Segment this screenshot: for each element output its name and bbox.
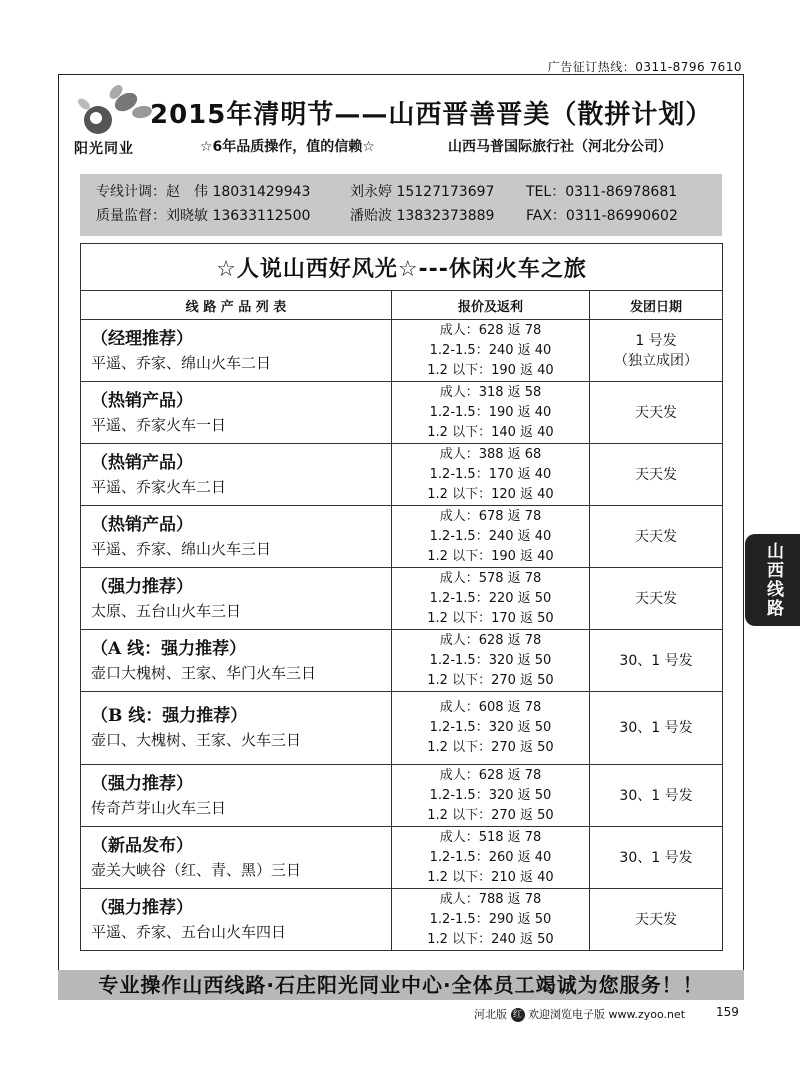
price-line: 1.2 以下：240 返 50 <box>427 931 554 947</box>
date-cell <box>590 630 723 692</box>
price-cell <box>392 382 590 444</box>
company-name: 山西马普国际旅行社（河北分公司） <box>448 139 672 155</box>
price-line: 成人：578 返 78 <box>439 570 542 586</box>
route-cell <box>81 765 392 827</box>
date-line: 1 号发 <box>635 332 677 349</box>
route-tag: （热销产品） <box>91 514 193 535</box>
route-tag: （热销产品） <box>91 452 193 473</box>
route-tag: （A 线：强力推荐） <box>91 638 247 659</box>
price-line: 1.2 以下：190 返 40 <box>427 548 554 564</box>
date-cell <box>590 692 723 765</box>
route-name: 太原、五台山火车三日 <box>91 601 242 620</box>
route-name: 平遥、乔家、五台山火车四日 <box>91 922 287 941</box>
table-row <box>81 320 723 382</box>
date-cell <box>590 506 723 568</box>
contact-planner: 专线计调：赵 伟 18031429943 <box>96 184 311 200</box>
price-line: 成人：388 返 68 <box>439 446 542 462</box>
price-line: 1.2-1.5：320 返 50 <box>429 652 552 668</box>
route-cell <box>81 827 392 889</box>
price-line: 1.2-1.5：290 返 50 <box>429 911 552 927</box>
date-line: 天天发 <box>635 590 678 607</box>
route-cell <box>81 630 392 692</box>
table-row <box>81 630 723 692</box>
date-line: 天天发 <box>635 466 678 483</box>
price-line: 1.2-1.5：170 返 40 <box>429 466 552 482</box>
price-line: 1.2-1.5：240 返 40 <box>429 342 552 358</box>
price-line: 1.2-1.5：190 返 40 <box>429 404 552 420</box>
contact-row-1 <box>96 180 722 204</box>
price-line: 成人：628 返 78 <box>439 632 542 648</box>
date-line: 30、1 号发 <box>619 787 693 804</box>
date-cell <box>590 827 723 889</box>
route-cell <box>81 320 392 382</box>
contact-tel: TEL：0311-86978681 <box>526 184 678 200</box>
price-line: 1.2 以下：140 返 40 <box>427 424 554 440</box>
route-cell <box>81 692 392 765</box>
date-cell <box>590 444 723 506</box>
route-name: 平遥、乔家火车二日 <box>91 477 227 496</box>
price-line: 成人：628 返 78 <box>439 322 542 338</box>
price-line: 1.2 以下：270 返 50 <box>427 740 554 755</box>
route-name: 传奇芦芽山火车三日 <box>91 798 227 817</box>
route-name: 平遥、乔家火车一日 <box>91 415 227 434</box>
price-cell <box>392 827 590 889</box>
price-line: 成人：318 返 58 <box>439 384 542 400</box>
price-line: 1.2 以下：210 返 40 <box>427 869 554 885</box>
price-line: 1.2-1.5：320 返 50 <box>429 787 552 803</box>
contact-fax: FAX：0311-86990602 <box>526 208 678 224</box>
price-cell <box>392 444 590 506</box>
footer-banner: 专业操作山西线路·石庄阳光同业中心·全体员工竭诚为您服务！！ <box>58 970 744 1000</box>
table-title: ☆人说山西好风光☆---休闲火车之旅 <box>81 244 723 291</box>
date-line: 天天发 <box>635 404 678 421</box>
contact-box <box>80 174 722 236</box>
red-badge-icon: 红 <box>511 1008 525 1022</box>
table-row <box>81 506 723 568</box>
route-tag: （强力推荐） <box>91 773 193 794</box>
date-line: （独立成团） <box>614 352 699 369</box>
price-line: 成人：628 返 78 <box>439 767 542 783</box>
contact-quality-2: 潘贻波 13832373889 <box>350 208 495 224</box>
route-table <box>80 243 723 951</box>
route-tag: （强力推荐） <box>91 576 193 597</box>
price-cell <box>392 506 590 568</box>
price-line: 1.2-1.5：320 返 50 <box>429 720 552 735</box>
route-tag: （经理推荐） <box>91 328 193 349</box>
logo-text: 阳光同业 <box>74 141 134 157</box>
date-cell <box>590 765 723 827</box>
route-cell <box>81 568 392 630</box>
price-cell <box>392 765 590 827</box>
date-cell <box>590 382 723 444</box>
route-name: 平遥、乔家、绵山火车三日 <box>91 539 272 558</box>
route-cell <box>81 444 392 506</box>
route-cell <box>81 382 392 444</box>
edition-label: 河北版 <box>474 1008 507 1021</box>
ad-hotline: 广告征订热线：0311-8796 7610 <box>547 60 742 74</box>
price-cell <box>392 692 590 765</box>
price-line: 成人：678 返 78 <box>439 508 542 524</box>
price-line: 1.2 以下：270 返 50 <box>427 807 554 823</box>
route-cell <box>81 889 392 951</box>
price-line: 成人：608 返 78 <box>439 700 542 715</box>
header-route: 线 路 产 品 列 表 <box>81 291 392 320</box>
table-row <box>81 765 723 827</box>
price-cell <box>392 889 590 951</box>
date-line: 天天发 <box>635 528 678 545</box>
route-name: 壶口大槐树、王家、华门火车三日 <box>91 663 317 682</box>
table-row <box>81 827 723 889</box>
date-cell <box>590 568 723 630</box>
footer-info <box>474 1006 685 1022</box>
date-line: 天天发 <box>635 911 678 928</box>
price-line: 1.2 以下：120 返 40 <box>427 486 554 502</box>
route-name: 壶口、大槐树、王家、火车三日 <box>91 731 302 749</box>
date-cell <box>590 889 723 951</box>
price-line: 1.2-1.5：260 返 40 <box>429 849 552 865</box>
price-line: 1.2-1.5：240 返 40 <box>429 528 552 544</box>
table-row <box>81 382 723 444</box>
price-cell <box>392 320 590 382</box>
price-cell <box>392 568 590 630</box>
contact-row-2 <box>96 204 722 228</box>
page-title: 2015年清明节——山西晋善晋美（散拼计划） <box>150 100 713 130</box>
route-tag: （新品发布） <box>91 835 193 856</box>
price-line: 1.2 以下：270 返 50 <box>427 672 554 688</box>
price-line: 1.2 以下：170 返 50 <box>427 610 554 626</box>
welcome-text: 欢迎浏览电子版 www.zyoo.net <box>528 1008 686 1021</box>
page-number: 159 <box>716 1005 739 1019</box>
price-cell <box>392 630 590 692</box>
table-row <box>81 568 723 630</box>
route-tag: （强力推荐） <box>91 897 193 918</box>
price-line: 1.2-1.5：220 返 50 <box>429 590 552 606</box>
header-price: 报价及返利 <box>392 291 590 320</box>
section-tab: 山西线路 <box>745 534 800 626</box>
contact-quality: 质量监督：刘晓敏 13633112500 <box>96 208 311 224</box>
route-tag: （热销产品） <box>91 390 193 411</box>
table-row <box>81 444 723 506</box>
price-line: 1.2 以下：190 返 40 <box>427 362 554 378</box>
slogan: ☆6年品质操作，值的信赖☆ <box>200 139 375 155</box>
table-row <box>81 692 723 765</box>
table-row <box>81 889 723 951</box>
route-cell <box>81 506 392 568</box>
route-name: 壶关大峡谷（红、青、黑）三日 <box>91 860 302 879</box>
route-name: 平遥、乔家、绵山火车二日 <box>91 353 272 372</box>
price-line: 成人：518 返 78 <box>439 829 542 845</box>
date-line: 30、1 号发 <box>619 849 693 866</box>
date-cell <box>590 320 723 382</box>
header-date: 发团日期 <box>590 291 723 320</box>
contact-planner-2: 刘永婷 15127173697 <box>350 184 495 200</box>
date-line: 30、1 号发 <box>619 720 693 736</box>
price-line: 成人：788 返 78 <box>439 891 542 907</box>
route-tag: （B 线：强力推荐） <box>91 706 248 726</box>
date-line: 30、1 号发 <box>619 652 693 669</box>
